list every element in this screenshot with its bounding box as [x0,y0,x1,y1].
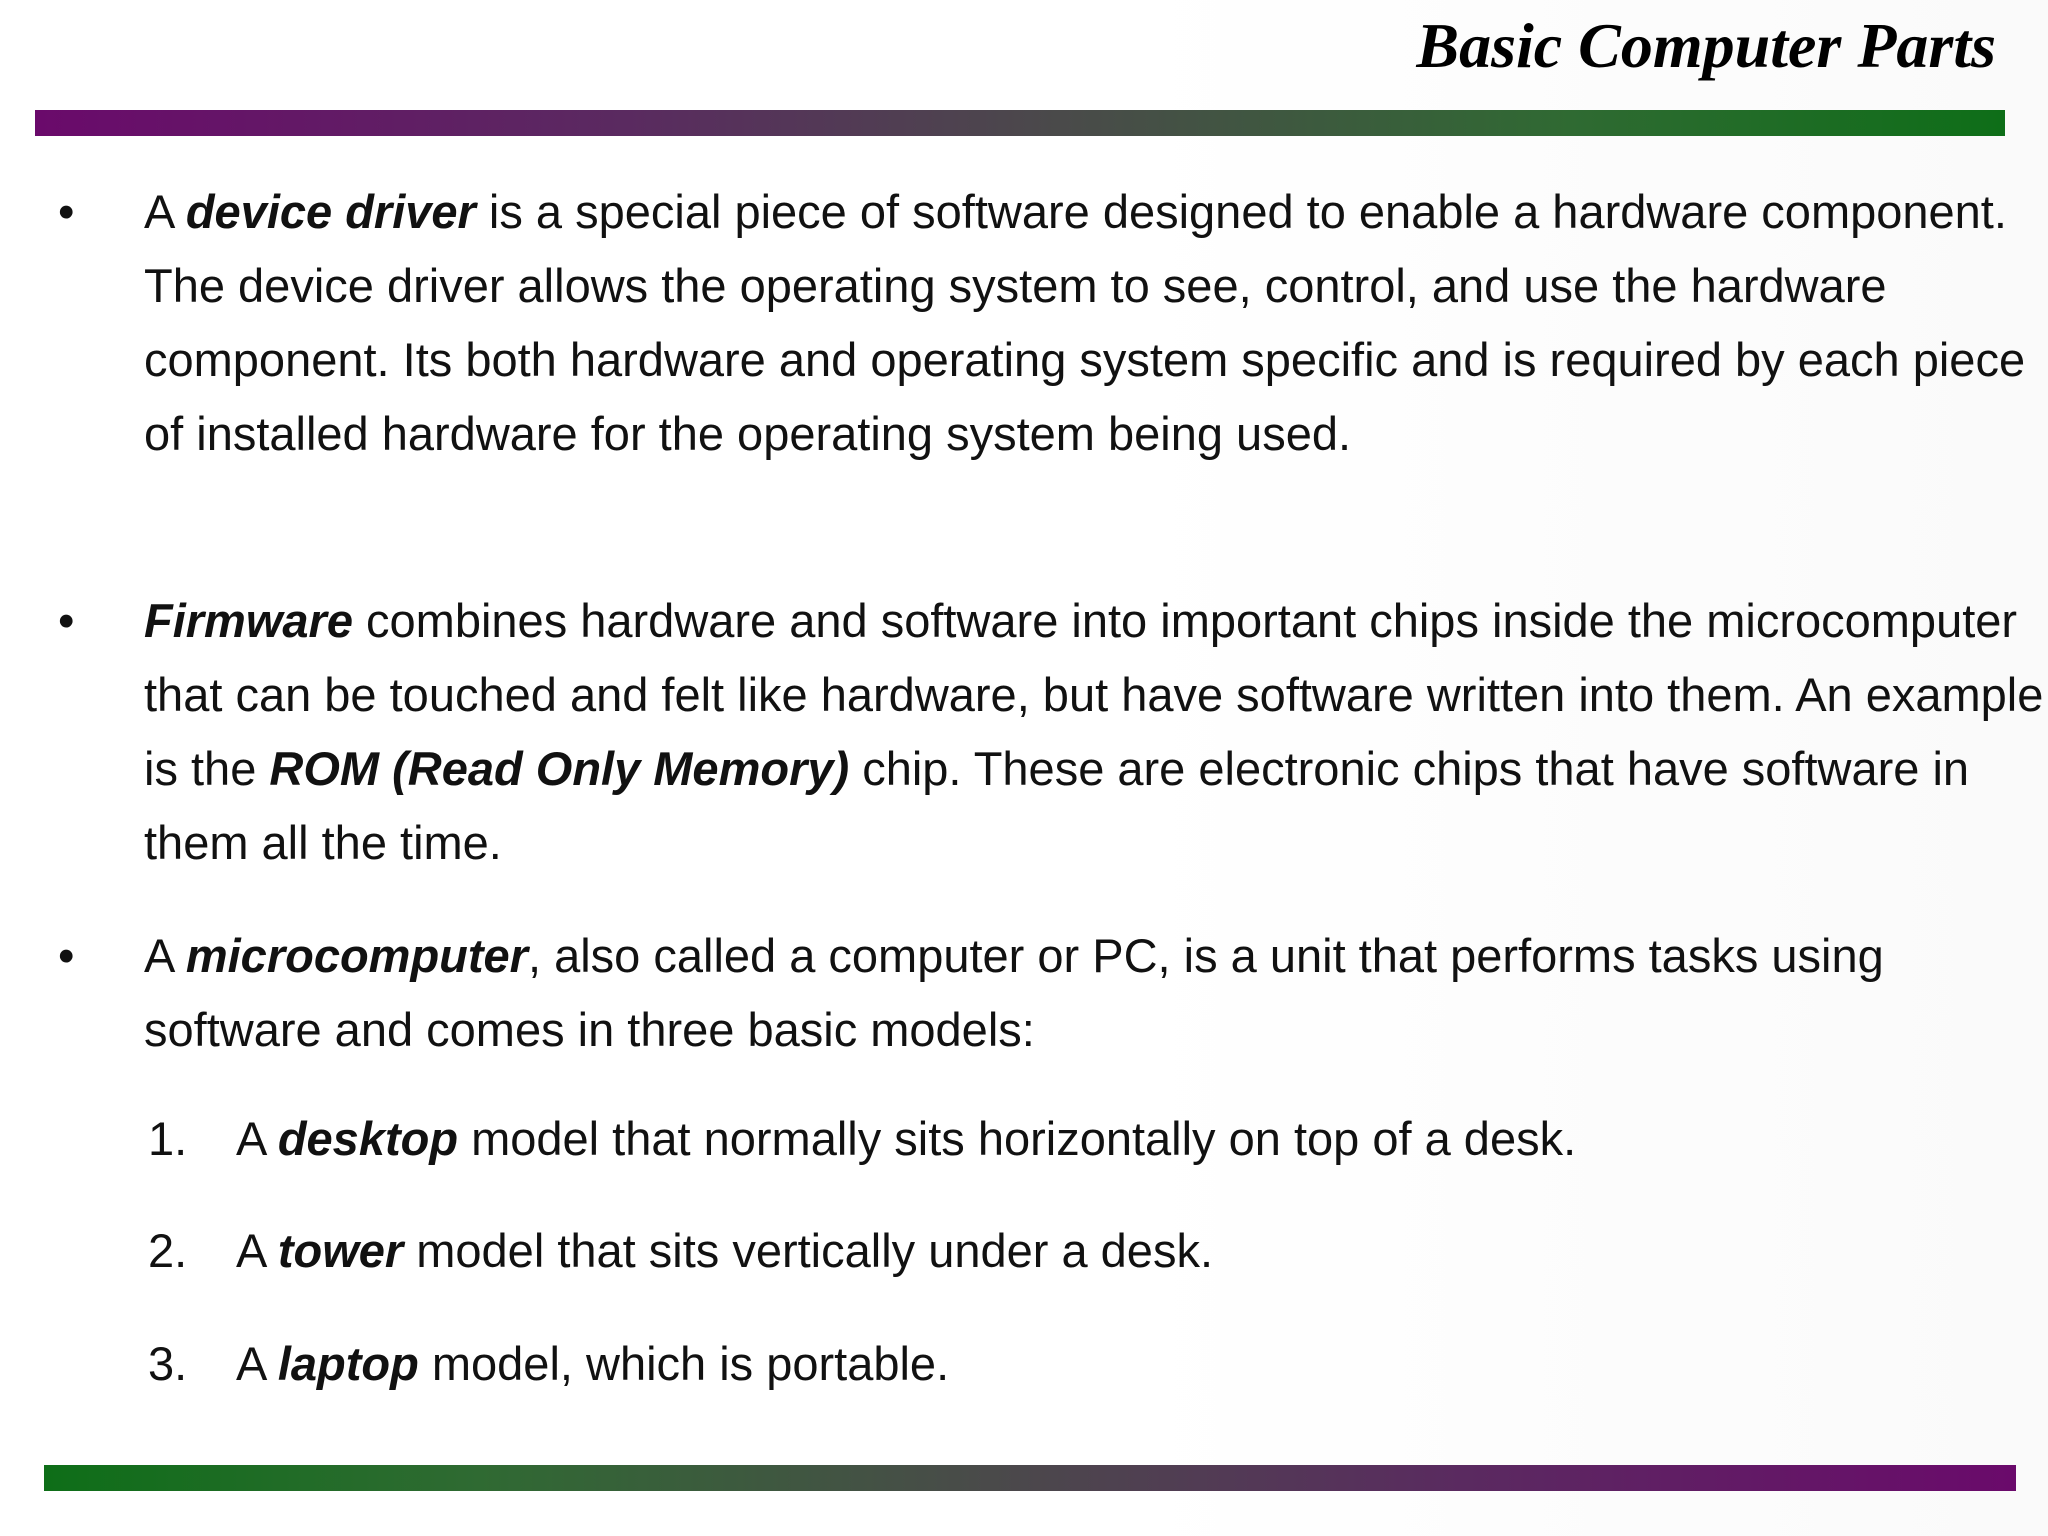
model-item-laptop [148,1327,949,1401]
model-prefix: A [236,1112,278,1165]
model-item-desktop [148,1102,1576,1176]
model-description: model, which is portable. [418,1337,950,1390]
list-number: 3. [148,1337,188,1390]
bullet-text [144,584,2044,880]
term-microcomputer: microcomputer [185,929,528,982]
term-tower: tower [277,1224,404,1277]
list-number: 1. [148,1112,188,1165]
term-firmware: Firmware [144,594,353,647]
bullet-text-part: chip. These are electronic chips that have software in them all the time. [144,742,1970,869]
term-device-driver: device driver [185,185,476,238]
slide-title: Basic Computer Parts [1416,10,1996,81]
model-prefix: A [236,1224,278,1277]
term-laptop: laptop [277,1337,419,1390]
bullet-marker: • [58,185,75,238]
bullet-marker: • [58,929,75,982]
term-rom: ROM (Read Only Memory) [269,742,850,795]
bullet-text [144,175,2044,471]
term-desktop: desktop [277,1112,459,1165]
bullet-text-part: A [144,185,186,238]
bullet-text-part: A [144,929,186,982]
bullet-text [144,919,2044,1067]
top-divider-bar [35,110,2005,136]
model-description: model that normally sits horizontally on top of a desk. [458,1112,1577,1165]
model-item-tower [148,1214,1213,1288]
model-description: model that sits vertically under a desk. [403,1224,1213,1277]
bottom-divider-bar [44,1465,2016,1491]
bullet-text-part: combines hardware and software into important chips inside the microcomputer that can be touched and felt like hardware, but have software written into them. An example is the [144,594,2044,795]
bullet-text-part: is a special piece of software designed to enable a hardware component. The device driver allows the operating system to see, control, and use the hardware component. Its both hardware and operating system specific and is required by each piece of installed hardware for the operating system being used. [144,185,2026,460]
model-prefix: A [236,1337,278,1390]
bullet-marker: • [58,594,75,647]
list-number: 2. [148,1224,188,1277]
bullet-text-part: , also called a computer or PC, is a unit that performs tasks using software and comes in three basic models: [144,929,1884,1056]
